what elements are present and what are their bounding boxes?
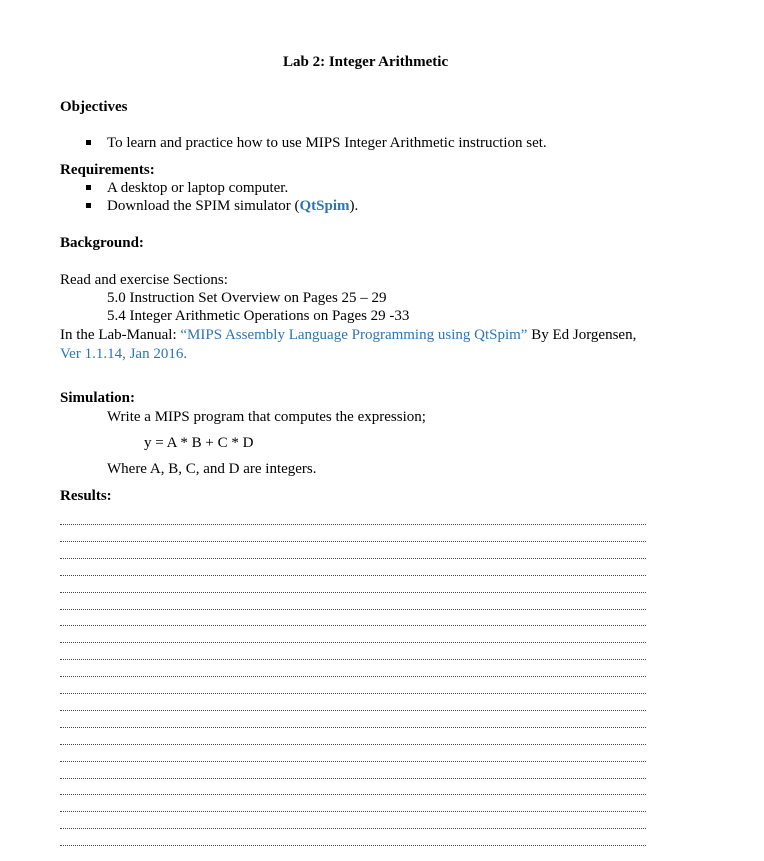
answer-line [60, 693, 646, 694]
simulation-heading: Simulation: [60, 390, 136, 406]
answer-line [60, 592, 646, 593]
answer-line [60, 727, 646, 728]
lab-manual-version[interactable]: Ver 1.1.14, Jan 2016. [60, 346, 188, 362]
answer-line [60, 659, 646, 660]
simulation-task: Write a MIPS program that computes the expression; [107, 409, 426, 425]
answer-line [60, 761, 646, 762]
expression: y = A * B + C * D [144, 435, 254, 451]
bullet-icon [86, 203, 91, 208]
answer-line [60, 642, 646, 643]
answer-line [60, 676, 646, 677]
objectives-heading: Objectives [60, 99, 128, 115]
requirement-item: A desktop or laptop computer. [107, 180, 289, 196]
answer-line [60, 811, 646, 812]
answer-line [60, 845, 646, 846]
answer-line [60, 710, 646, 711]
section-item: 5.0 Instruction Set Overview on Pages 25 – 29 [107, 290, 387, 306]
requirement-item-download [107, 197, 358, 215]
answer-line [60, 558, 646, 559]
objective-item: To learn and practice how to use MIPS Integer Arithmetic instruction set. [107, 135, 547, 151]
lab-manual-reference [60, 326, 636, 344]
results-heading: Results: [60, 488, 112, 504]
page-title: Lab 2: Integer Arithmetic [283, 54, 449, 70]
lab-manual-link[interactable]: “MIPS Assembly Language Programming using QtSpim” [180, 327, 528, 343]
background-intro: Read and exercise Sections: [60, 272, 228, 288]
answer-line [60, 609, 646, 610]
lab-manual-author: By Ed Jorgensen, [527, 327, 637, 343]
bullet-icon [86, 185, 91, 190]
answer-line [60, 541, 646, 542]
section-item: 5.4 Integer Arithmetic Operations on Pages 29 -33 [107, 308, 410, 324]
background-heading: Background: [60, 235, 144, 251]
lab-manual-prefix: In the Lab-Manual: [60, 327, 181, 343]
answer-line [60, 575, 646, 576]
qtspim-link[interactable]: QtSpim [299, 198, 350, 214]
requirements-heading: Requirements: [60, 162, 155, 178]
bullet-icon [86, 140, 91, 145]
answer-line [60, 794, 646, 795]
answer-line [60, 828, 646, 829]
answer-line [60, 744, 646, 745]
requirement-text-suffix: ). [349, 198, 359, 214]
requirement-text: Download the SPIM simulator ( [107, 198, 300, 214]
answer-line [60, 625, 646, 626]
simulation-note: Where A, B, C, and D are integers. [107, 461, 317, 477]
answer-line [60, 524, 646, 525]
answer-line [60, 778, 646, 779]
